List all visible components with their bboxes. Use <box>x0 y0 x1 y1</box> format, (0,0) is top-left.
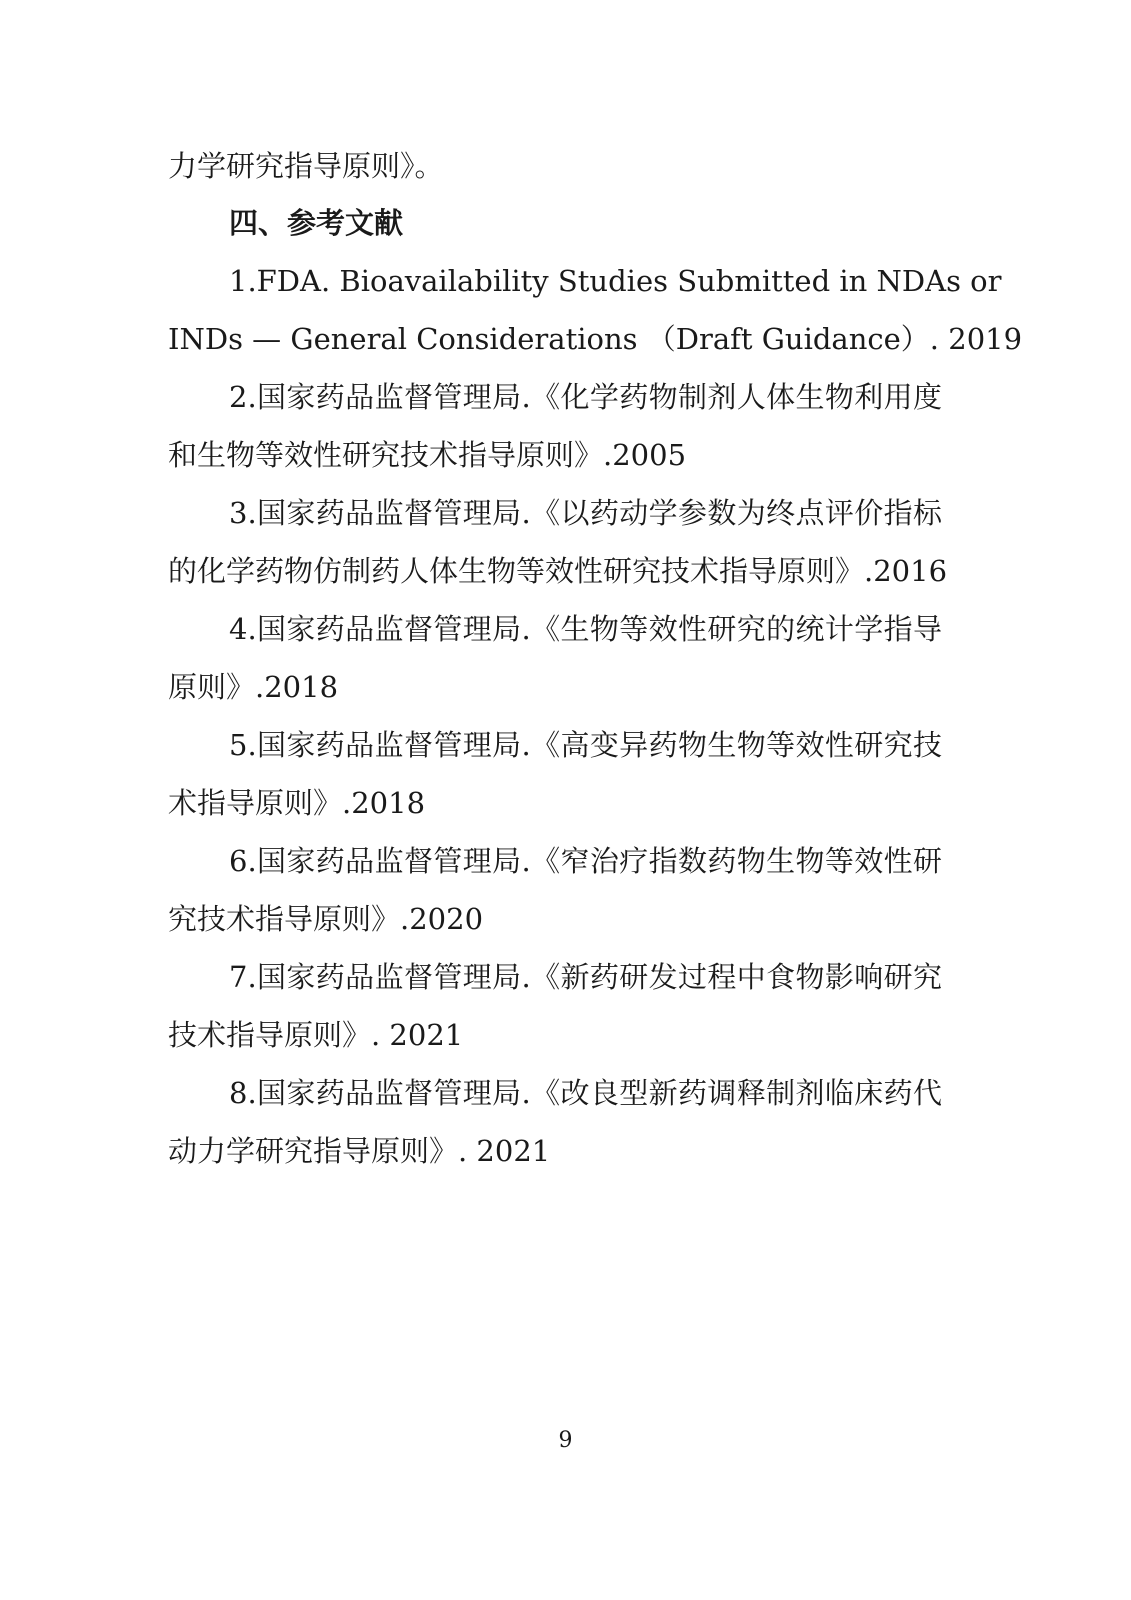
reference-1-line-2: INDs — General Considerations （Draft Guidance）. 2019 <box>168 322 1023 356</box>
page-number: 9 <box>558 1428 573 1453</box>
reference-3-line-1: 3.国家药品监督管理局.《以药动学参数为终点评价指标 <box>229 496 942 530</box>
section-heading: 四、参考文献 <box>229 206 404 240</box>
reference-3-line-2: 的化学药物仿制药人体生物等效性研究技术指导原则》.2016 <box>168 554 948 588</box>
reference-2-line-2: 和生物等效性研究技术指导原则》.2005 <box>168 438 687 472</box>
reference-2-line-1: 2.国家药品监督管理局.《化学药物制剂人体生物利用度 <box>229 380 942 414</box>
continuation-text: 力学研究指导原则》。 <box>168 149 444 183</box>
reference-6-line-1: 6.国家药品监督管理局.《窄治疗指数药物生物等效性研 <box>229 844 942 878</box>
reference-5-line-2: 术指导原则》.2018 <box>168 786 426 820</box>
reference-1-line-1: 1.FDA. Bioavailability Studies Submitted in NDAs or <box>229 264 1002 298</box>
reference-4-line-1: 4.国家药品监督管理局.《生物等效性研究的统计学指导 <box>229 612 942 646</box>
reference-7-line-2: 技术指导原则》. 2021 <box>168 1018 464 1052</box>
reference-6-line-2: 究技术指导原则》.2020 <box>168 902 484 936</box>
reference-4-line-2: 原则》.2018 <box>168 670 339 704</box>
reference-8-line-1: 8.国家药品监督管理局.《改良型新药调释制剂临床药代 <box>229 1076 942 1110</box>
reference-8-line-2: 动力学研究指导原则》. 2021 <box>168 1134 551 1168</box>
reference-7-line-1: 7.国家药品监督管理局.《新药研发过程中食物影响研究 <box>229 960 942 994</box>
reference-5-line-1: 5.国家药品监督管理局.《高变异药物生物等效性研究技 <box>229 728 942 762</box>
